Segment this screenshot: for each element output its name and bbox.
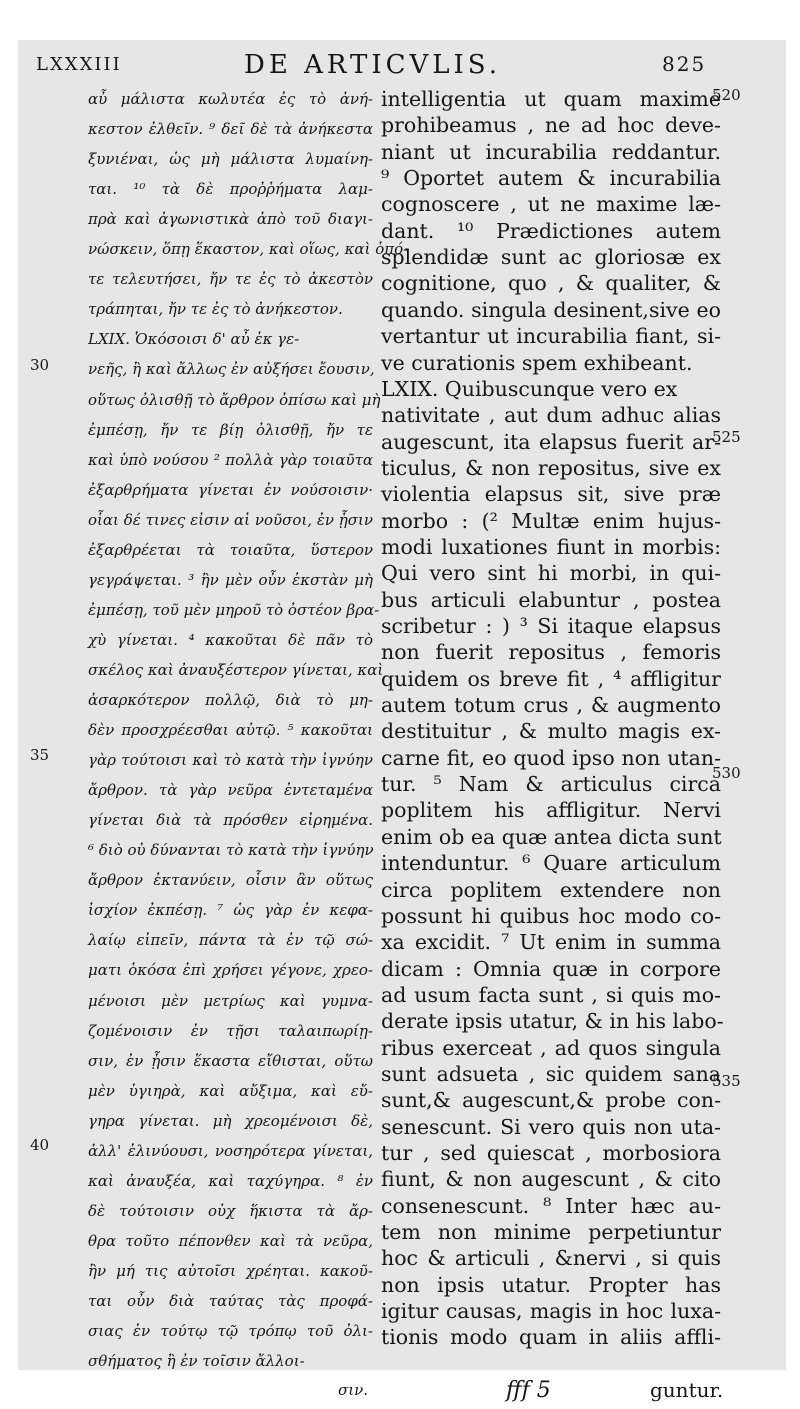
text-line: quando. singula desinent,sive eo [381, 297, 721, 322]
margin-line-number: 35 [30, 746, 50, 764]
text-line: autem totum crus , & augmento [381, 693, 721, 718]
text-line: possunt hi quibus hoc modo co- [381, 903, 721, 928]
margin-line-number: 525 [712, 428, 741, 446]
text-line: σιν, ἐν ᾗσιν ἕκαστα εἴθισται, οὕτω [88, 1051, 373, 1070]
text-line: intelligentia ut quam maxime [381, 87, 721, 111]
text-line: αὖ μάλιστα κωλυτέα ἐς τὸ ἀνή- [88, 90, 373, 108]
text-line: tem non minime perpetiuntur [381, 1220, 721, 1245]
text-line: χὺ γίνεται. ⁴ κακοῦται δὲ πᾶν τὸ [88, 630, 373, 649]
margin-line-number: 40 [30, 1136, 50, 1154]
text-line: γίνεται διὰ τὰ πρόσθεν εἰρημένα. [88, 811, 373, 830]
text-line: σθήματος ἢ ἐν τοῖσιν ἄλλοι- [88, 1352, 305, 1371]
text-line: γεγράψεται. ³ ἢν μὲν οὖν ἐκστὰν μὴ [88, 570, 373, 589]
text-line: νεῆς, ἢ καὶ ἄλλως ἐν αὐξήσει ἔουσιν, [88, 360, 375, 379]
text-line: augescunt, ita elapsus fuerit ar- [381, 429, 721, 454]
text-line: morbo : (² Multæ enim hujus- [381, 508, 721, 533]
text-line: niant ut incurabilia reddantur. [381, 139, 721, 164]
text-line: modi luxationes fiunt in morbis: [381, 534, 721, 559]
text-line: dant. ¹⁰ Prædictiones autem [381, 218, 721, 243]
text-line: δὲ τούτοισιν οὐχ ἥκιστα τὰ ἄρ- [88, 1201, 373, 1220]
text-line: non ipsis utatur. Propter has [381, 1272, 721, 1297]
text-line: nativitate , aut dum adhuc alias [381, 403, 721, 428]
text-line: ribus exerceat , ad quos singula [381, 1035, 721, 1060]
text-line: senescunt. Si vero quis non uta- [381, 1114, 721, 1139]
text-line: destituitur , & multo magis ex- [381, 719, 721, 744]
text-line: xa excidit. ⁷ Ut enim in summa [381, 930, 721, 955]
text-line: λαίῳ εἰπεῖν, πάντα τὰ ἐν τῷ σώ- [88, 931, 373, 950]
text-line: γηρα γίνεται. μὴ χρεομένοισι δὲ, [88, 1111, 373, 1130]
text-line: hoc & articuli , &nervi , si quis [381, 1246, 721, 1271]
text-line: ται οὖν διὰ ταύτας τὰς προφά- [88, 1292, 373, 1310]
text-line: scribetur : ) ³ Si itaque elapsus [381, 614, 721, 638]
text-line: tur. ⁵ Nam & articulus circa [381, 772, 721, 797]
text-line: καὶ ὑπὸ νούσου ² πολλὰ γὰρ τοιαῦτα [88, 450, 373, 469]
chapter-number: LXXXIII [36, 54, 122, 75]
text-line: fiunt, & non augescunt , & cito [381, 1167, 721, 1192]
text-line: dicam : Omnia quæ in corpore [381, 956, 721, 981]
text-line: sunt adsueta , sic quidem sana [381, 1061, 721, 1086]
text-line: ἐξαρθρήματα γίνεται ἐν νούσοισιν· [88, 480, 373, 499]
text-line: καὶ ἀναυξέα, καὶ ταχύγηρα. ⁸ ἐν [88, 1171, 373, 1190]
text-line: ἐμπέσῃ, τοῦ μὲν μηροῦ τὸ ὀστέον βρα- [88, 600, 380, 619]
text-line: ξυνιέναι, ὡς μὴ μάλιστα λυμαίνη- [88, 150, 373, 169]
text-line: tionis modo quam in aliis affli- [381, 1325, 721, 1350]
text-line: ἢν μή τις αὐτοῖσι χρέηται. κακοῦ- [88, 1261, 373, 1280]
text-line: circa poplitem extendere non [381, 877, 721, 902]
text-line: οἷαι δέ τινες εἰσιν αἱ νοῦσοι, ἐν ᾗσιν [88, 510, 373, 529]
text-line: vertantur ut incurabilia fiant, si- [381, 324, 721, 349]
text-line: ἀλλ' ἐλινύουσι, νοσηρότερα γίνεται, [88, 1141, 373, 1160]
text-line: ⁹ Oportet autem & incurabilia [381, 166, 721, 191]
text-line: γὰρ τούτοισι καὶ τὸ κατὰ τὴν ἰγνύην [88, 751, 373, 770]
text-line: splendidæ sunt ac gloriosæ ex [381, 245, 721, 270]
text-line: LXIX. Ὁκόσοισι δ' αὖ ἐκ γε- [88, 330, 300, 349]
text-line: ται. ¹⁰ τὰ δὲ προῤῥήματα λαμ- [88, 180, 373, 199]
text-line: σιας ἐν τούτῳ τῷ τρόπῳ τοῦ ὀλι- [88, 1322, 373, 1341]
text-line: ad usum facta sunt , si quis mo- [381, 982, 721, 1007]
text-line: ἰσχίον ἐκπέσῃ. ⁷ ὡς γὰρ ἐν κεφα- [88, 901, 373, 920]
text-line: ματι ὁκόσα ἐπὶ χρήσει γέγονε, χρεο- [88, 961, 373, 980]
text-line: cognoscere , ut ne maxime læ- [381, 192, 721, 217]
text-line: sunt,& augescunt,& probe con- [381, 1088, 721, 1113]
text-line: igitur causas, magis in hoc luxa- [381, 1299, 721, 1324]
text-line: πρὰ καὶ ἀγωνιστικὰ ἀπὸ τοῦ διαγι- [88, 210, 373, 229]
text-line: ticulus, & non repositus, sive ex [381, 455, 721, 480]
signature-mark: fff 5 [506, 1378, 551, 1403]
text-line: bus articuli elabuntur , postea [381, 587, 721, 612]
text-line: violentia elapsus sit, sive præ [381, 482, 721, 507]
text-line: οὕτως ὀλισθῇ τὸ ἄρθρον ὀπίσω καὶ μὴ [88, 390, 381, 409]
text-line: δὲν προσχρέεσθαι αὐτῷ. ⁵ κακοῦται [88, 721, 373, 740]
margin-line-number: 535 [712, 1072, 741, 1090]
text-line: νώσκειν, ὅπῃ ἕκαστον, καὶ οἵως, καὶ ὁπό- [88, 240, 409, 259]
text-line: derate ipsis utatur, & in his labo- [381, 1009, 724, 1034]
text-line: τράπηται, ἤν τε ἐς τὸ ἀνήκεστον. [88, 300, 343, 319]
margin-line-number: 520 [712, 86, 741, 104]
text-line: κεστον ἐλθεῖν. ⁹ δεῖ δὲ τὰ ἀνήκεστα [88, 120, 373, 139]
text-line: quidem os breve fit , ⁴ affligitur [381, 666, 721, 691]
text-line: ἀσαρκότερον πολλῷ, διὰ τὸ μη- [88, 691, 373, 709]
text-line: ⁶ διὸ οὐ δύνανται τὸ κατὰ τὴν ἰγνύην [88, 841, 374, 860]
text-line: μὲν ὑγιηρὰ, καὶ αὔξιμα, καὶ εὔ- [88, 1081, 373, 1100]
text-line: LXIX. Quibuscunque vero ex [381, 376, 678, 401]
text-line: ἄρθρον ἐκτανύειν, οἷσιν ἂν οὕτως [88, 871, 373, 890]
page-number: 825 [662, 52, 707, 76]
latin-catchword: guntur. [650, 1378, 724, 1402]
running-header [0, 50, 800, 84]
greek-catchword: σιν. [338, 1381, 369, 1399]
text-line: τε τελευτήσει, ἤν τε ἐς τὸ ἀκεστὸν [88, 270, 373, 289]
text-line: cognitione, quo , & qualiter, & [381, 271, 721, 296]
running-title: DE ARTICVLIS. [244, 50, 501, 80]
text-line: ἐξαρθρέεται τὰ τοιαῦτα, ὕστερον [88, 540, 373, 559]
text-line: enim ob ea quæ antea dicta sunt [381, 824, 722, 849]
text-line: prohibeamus , ne ad hoc deve- [381, 113, 721, 138]
text-line: ve curationis spem exhibeant. [381, 350, 693, 375]
text-line: ἐμπέσῃ, ἤν τε βίῃ ὀλισθῇ, ἤν τε [88, 420, 373, 439]
text-line: intenduntur. ⁶ Quare articulum [381, 851, 721, 876]
text-line: tur , sed quiescat , morbosiora [381, 1141, 721, 1165]
text-line: non fuerit repositus , femoris [381, 640, 721, 665]
text-line: carne fit, eo quod ipso non utan- [381, 745, 721, 770]
text-line: σκέλος καὶ ἀναυξέστερον γίνεται, καὶ [88, 660, 384, 679]
text-line: Qui vero sint hi morbi, in qui- [381, 561, 721, 586]
text-line: poplitem his affligitur. Nervi [381, 798, 721, 823]
text-line: ἄρθρον. τὰ γὰρ νεῦρα ἐντεταμένα [88, 781, 373, 800]
text-line: consenescunt. ⁸ Inter hæc au- [381, 1193, 721, 1218]
text-line: μένοισι μὲν μετρίως καὶ γυμνα- [88, 991, 373, 1010]
text-line: θρα τοῦτο πέπονθεν καὶ τὰ νεῦρα, [88, 1231, 373, 1250]
margin-line-number: 30 [30, 356, 50, 374]
text-line: ζομένοισιν ἐν τῇσι ταλαιπωρίῃ- [88, 1021, 373, 1040]
margin-line-number: 530 [712, 764, 741, 782]
